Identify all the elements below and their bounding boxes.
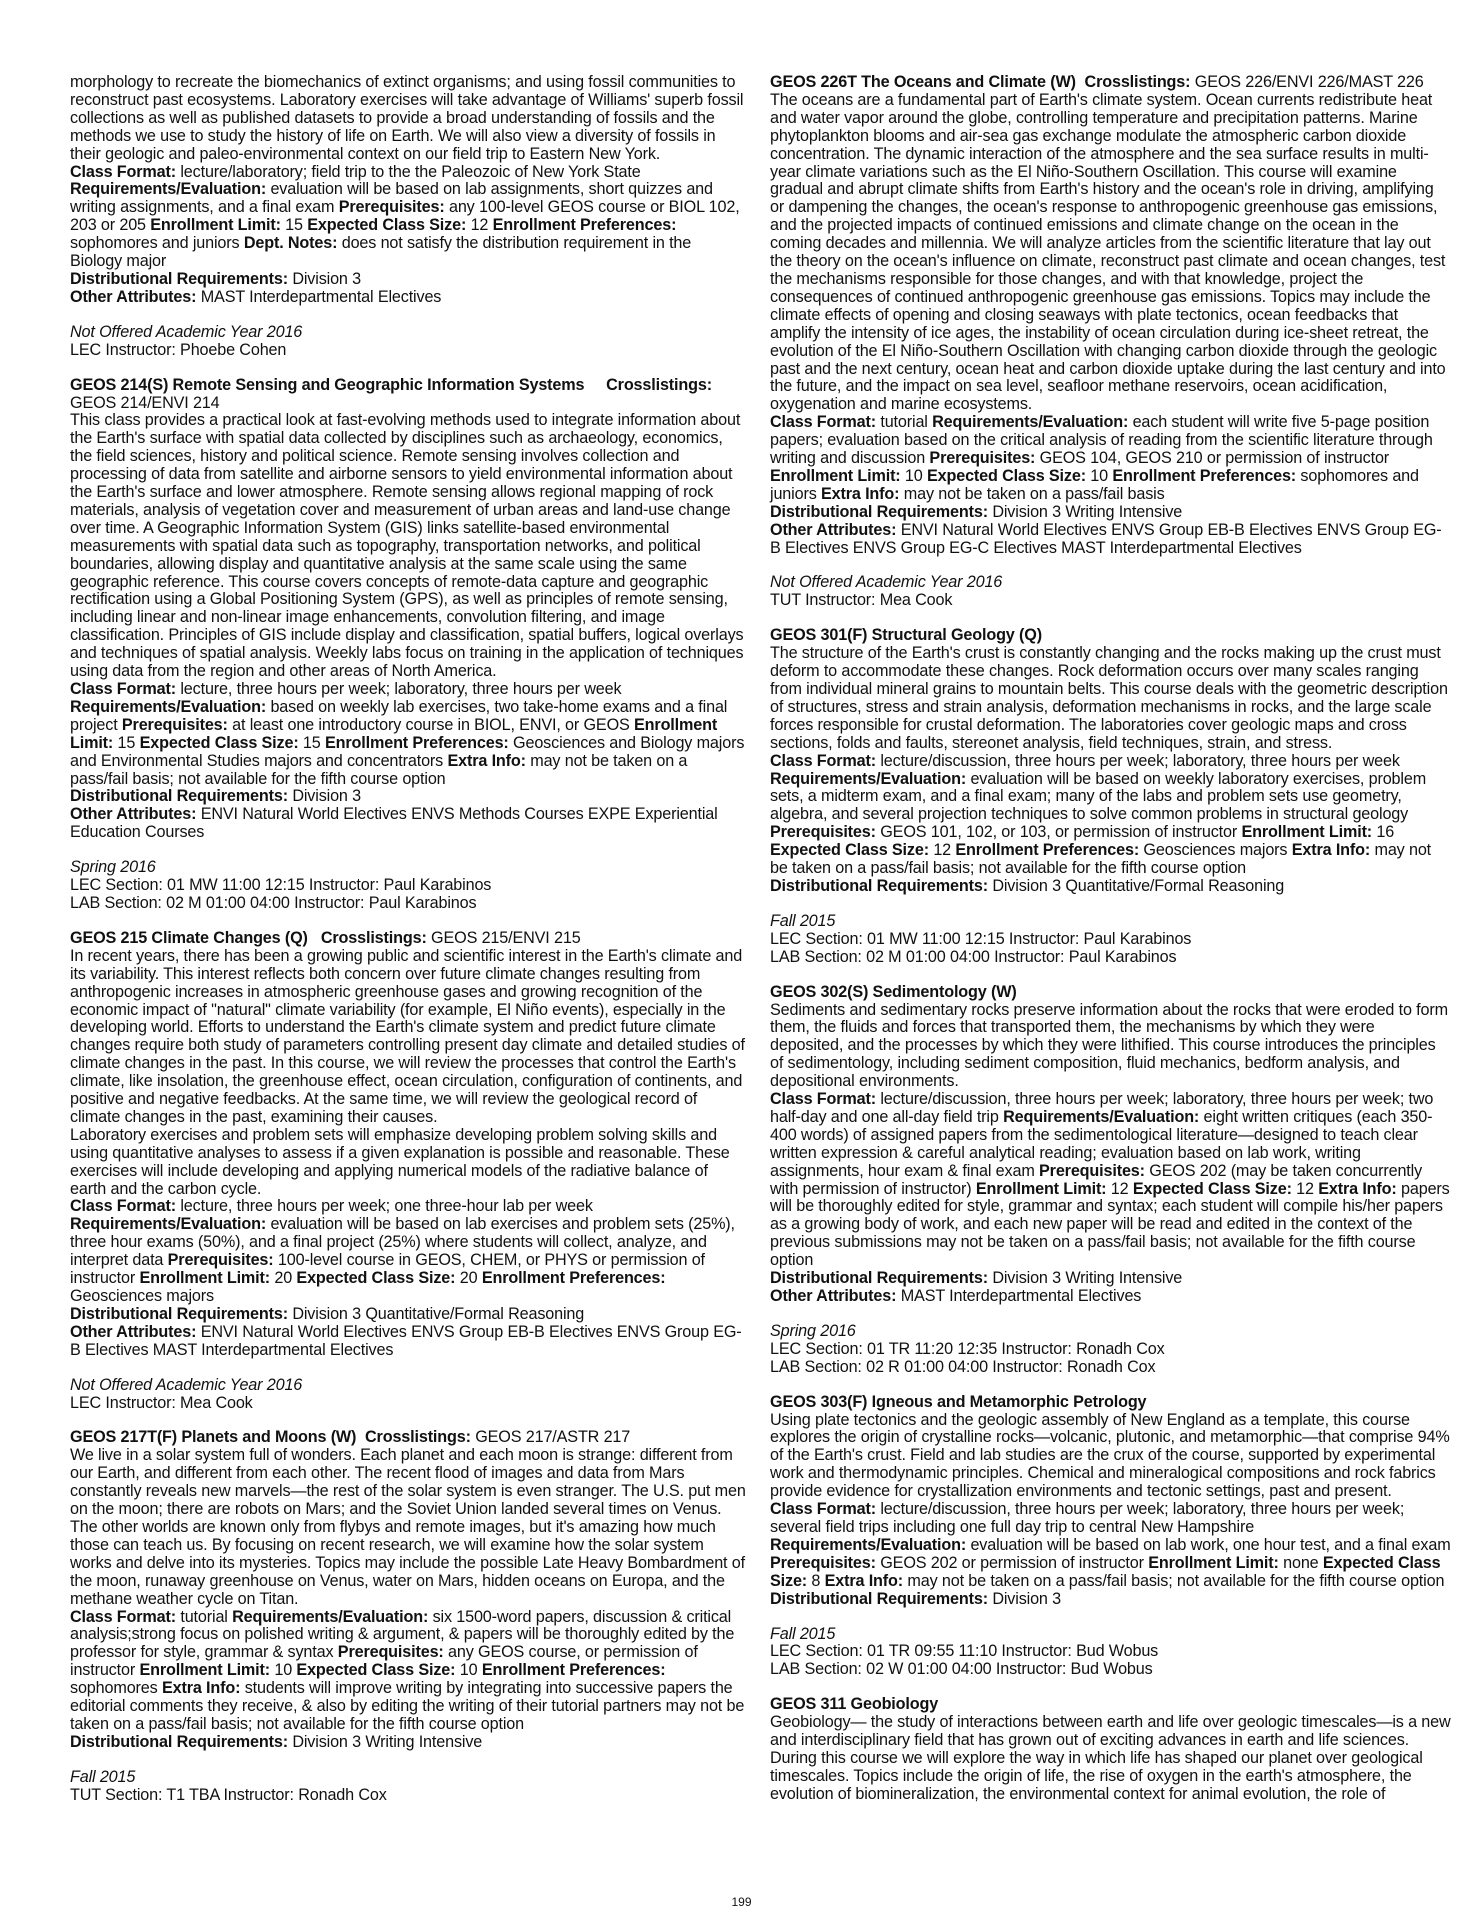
enroll-pref-value: Geosciences and Biology majors and Environmental Studies majors and concentrators xyxy=(70,733,745,770)
dist-req-line xyxy=(770,1270,1452,1288)
prereq-value: GEOS 104, GEOS 210 or permission of instructor xyxy=(1039,449,1390,468)
other-attr-value: ENVI Natural World Electives ENVS Group EB-B Electives ENVS Group EG-B Electives MAST Interdepartmental Electives xyxy=(70,1322,742,1359)
course-geos-302 xyxy=(770,984,1452,1377)
label-enroll-limit: Enrollment Limit: xyxy=(1241,823,1373,842)
section-block xyxy=(770,1626,1452,1680)
section-block xyxy=(70,1377,746,1413)
label-dist-req: Distributional Requirements: xyxy=(770,876,988,895)
other-attr-line xyxy=(70,289,746,307)
label-expected-size: Expected Class Size: xyxy=(307,216,467,235)
req-eval-value: evaluation will be based on weekly laboratory exercises, problem sets, a midterm exam, and a final exam; many of the labs and problem sets use geometry, algebra, and several projection techniques to solve common problems in structural geology xyxy=(770,769,1427,824)
label-enroll-limit: Enrollment Limit: xyxy=(770,466,901,485)
req-eval-value: based on weekly lab exercises, two take-home exams and a final project xyxy=(70,697,728,734)
dist-req-value: Division 3 Writing Intensive xyxy=(292,1732,483,1751)
extra-info-value: may not be taken on a pass/fail basis; not available for the fifth course option xyxy=(907,1571,1445,1590)
section-block xyxy=(70,324,746,360)
dist-req-value: Division 3 xyxy=(992,1589,1061,1608)
crosslist-value: GEOS 215/ENVI 215 xyxy=(431,928,581,947)
course-heading xyxy=(770,1696,1452,1714)
course-details xyxy=(70,164,746,271)
prereq-value: at least one introductory course in BIOL, ENVI, or GEOS xyxy=(232,715,630,734)
expected-size-value: 12 xyxy=(1296,1179,1314,1198)
label-other-attr: Other Attributes: xyxy=(70,805,197,824)
section-line: LEC Instructor: Mea Cook xyxy=(70,1393,253,1412)
term: Spring 2016 xyxy=(70,858,156,877)
dist-req-line xyxy=(770,878,1452,896)
term: Not Offered Academic Year 2016 xyxy=(70,322,303,341)
course-heading xyxy=(70,930,746,948)
class-format-value: lecture/laboratory; field trip to the the Paleozoic of New York State xyxy=(180,162,641,181)
enroll-limit-value: 12 xyxy=(1110,1179,1129,1198)
dist-req-value: Division 3 Quantitative/Formal Reasoning xyxy=(992,876,1285,895)
label-extra-info: Extra Info: xyxy=(1318,1179,1397,1198)
crosslist-value: GEOS 217/ASTR 217 xyxy=(475,1428,631,1447)
section-line: LEC Section: 01 TR 11:20 12:35 Instructor: Ronadh Cox xyxy=(770,1339,1165,1358)
label-prereq: Prerequisites: xyxy=(338,198,445,217)
label-prereq: Prerequisites: xyxy=(121,715,228,734)
other-attr-line xyxy=(70,806,746,842)
section-block xyxy=(70,1769,746,1805)
dept-notes-value: does not satisfy the distribution requirement in the Biology major xyxy=(70,234,692,271)
dist-req-line xyxy=(70,788,746,806)
class-format-value: lecture, three hours per week; one three-hour lab per week xyxy=(180,1197,593,1216)
course-description: In recent years, there has been a growing public and scientific interest in the Earth's climate and its variability. This interest reflects both concern over future climate changes resulting from anthropogenic increases in atmospheric greenhouse gases and growing recognition of the economic impact of "natural" climate variability (for example, El Niño events), especially in the developing world. Efforts to understand the Earth's climate system and predict future climate changes require both study of parameters controlling present day climate and detailed studies of climate changes in the past. In this course, we will review the processes that control the Earth's climate, like insolation, the greenhouse effect, ocean circulation, configuration of continents, and positive and negative feedbacks. At the same time, we will review the geological record of climate changes in the past, examining their causes. xyxy=(70,946,745,1126)
expected-size-value: 10 xyxy=(459,1661,478,1680)
req-eval-value: six 1500-word papers, discussion & critical analysis;strong focus on polished writing & argument, & papers will be thoroughly edited by the professor for style, grammar & syntax xyxy=(70,1607,735,1662)
extra-info-value: students will improve writing by integrating into successive papers the editorial comments they receive, & also by editing the writing of their tutorial partners may not be taken on a pass/fail basis; not available for the fifth course option xyxy=(70,1679,745,1733)
label-other-attr: Other Attributes: xyxy=(70,1322,197,1341)
enroll-pref-value: Geosciences majors xyxy=(1143,841,1288,860)
label-prereq: Prerequisites: xyxy=(167,1251,274,1270)
extra-info-value: papers will be thoroughly edited for style, grammar and syntax; each student will compile his/her papers as a growing body of work, and each new paper will be read and edited in the context of the previous submissions may not be taken on a pass/fail basis; not available for the fifth course option xyxy=(770,1179,1450,1270)
enroll-limit-value: 10 xyxy=(904,466,923,485)
label-prereq: Prerequisites: xyxy=(770,823,876,842)
label-expected-size: Expected Class Size: xyxy=(139,733,299,752)
course-title: GEOS 217T(F) Planets and Moons (W) xyxy=(70,1428,357,1447)
course-heading xyxy=(70,1429,746,1447)
section-block xyxy=(770,913,1452,967)
label-dept-notes: Dept. Notes: xyxy=(243,234,338,253)
course-details xyxy=(70,1609,746,1734)
section-line: LAB Section: 02 W 01:00 04:00 Instructor: Bud Wobus xyxy=(770,1660,1153,1679)
right-column xyxy=(770,74,1452,1821)
section-block xyxy=(770,1323,1452,1377)
left-column xyxy=(70,74,746,1822)
class-format-value: tutorial xyxy=(880,413,928,432)
label-enroll-limit: Enrollment Limit: xyxy=(139,1661,270,1680)
dist-req-line xyxy=(70,1306,746,1324)
course-description: We live in a solar system full of wonders. Each planet and each moon is strange: different from our Earth, and different from each other. The recent flood of images and data from Mars constantly reveals new marvels—the rest of the solar system is even stranger. The U.S. put men on the moon; there are robots on Mars; and the Soviet Union landed several times on Venus. The other worlds are known only from flybys and remote images, but it's amazing how much those can teach us. By focusing on recent research, we will examine how the solar system works and delve into its mysteries. Topics may include the possible Late Heavy Bombardment of the moon, runaway greenhouse on Venus, water on Mars, hidden oceans on Europa, and the methane weather cycle on Titan. xyxy=(70,1446,746,1608)
course-description: morphology to recreate the biomechanics of extinct organisms; and using fossil communities to reconstruct past ecosystems. Laboratory exercises will take advantage of Williams' superb fossil collections as well as published datasets to provide a broad understanding of fossils and the methods we use to study the history of life on Earth. We will also view a diversity of fossils in their geologic and paleo-environmental context on our field trip to Eastern New York. xyxy=(70,73,744,163)
course-details xyxy=(770,753,1452,878)
other-attr-line xyxy=(770,1288,1452,1306)
other-attr-value: MAST Interdepartmental Electives xyxy=(200,287,442,306)
label-req-eval: Requirements/Evaluation: xyxy=(1003,1107,1200,1126)
label-enroll-pref: Enrollment Preferences: xyxy=(481,1661,666,1680)
label-extra-info: Extra Info: xyxy=(824,1571,904,1590)
course-title: GEOS 214(S) Remote Sensing and Geographic Information Systems xyxy=(70,375,585,394)
section-line: LAB Section: 02 R 01:00 04:00 Instructor: Ronadh Cox xyxy=(770,1357,1156,1376)
course-description: Using plate tectonics and the geologic assembly of New England as a template, this course explores the origin of crystalline rocks—volcanic, plutonic, and metamorphic—that comprise 94% of the Earth's crust. Field and lab studies are the crux of the course, supported by experimental work and thermodynamic principles. Chemical and mineralogical compositions and rock fabrics provide evidence for crystallization environments and tectonic settings, past and present. xyxy=(770,1410,1450,1501)
expected-size-value: 12 xyxy=(933,841,952,860)
label-enroll-pref: Enrollment Preferences: xyxy=(955,841,1140,860)
label-enroll-limit: Enrollment Limit: xyxy=(70,715,718,752)
label-req-eval: Requirements/Evaluation: xyxy=(70,180,267,199)
section-line: LEC Section: 01 MW 11:00 12:15 Instructor: Paul Karabinos xyxy=(770,929,1192,948)
course-geos-217 xyxy=(70,1429,746,1804)
prereq-value: 100-level course in GEOS, CHEM, or PHYS or permission of instructor xyxy=(70,1251,705,1288)
section-line: TUT Instructor: Mea Cook xyxy=(770,591,953,610)
label-extra-info: Extra Info: xyxy=(1291,841,1371,860)
label-enroll-pref: Enrollment Preferences: xyxy=(1112,466,1297,485)
enroll-limit-value: 10 xyxy=(274,1661,293,1680)
label-extra-info: Extra Info: xyxy=(821,484,900,503)
course-description: The oceans are a fundamental part of Earth's climate system. Ocean currents redistribute heat and water vapor around the globe, controlling temperature and precipitation patterns. Marine phytoplankton blooms and air-sea gas exchange modulate the atmospheric carbon dioxide concentration. The dynamic interaction of the atmosphere and the sea surface results in multi-year climate variations such as the El Niño-Southern Oscillation. This course will examine gradual and abrupt climate shifts from Earth's history and the ocean's role in driving, amplifying or dampening the changes, the ocean's response to anthropogenic greenhouse gas emissions, and the projected impacts of continued emissions and climate change on the ocean in the coming decades and millennia. We will analyze articles from the scientific literature that lay out the theory on the ocean's influence on climate, reconstruct past climate and ocean changes, test the mechanisms responsible for those changes, and with that knowledge, project the consequences of continued anthropogenic greenhouse gas emissions. Topics may include the climate effects of opening and closing seaways with plate tectonics, ocean feedbacks that amplify the intensity of ice ages, the instability of ocean circulation during ice-sheet retreat, the evolution of the El Niño-Southern Oscillation with changing carbon dioxide through the geologic past and the next century, ocean heat and carbon dioxide uptake during the last century and into the future, and the impact on sea level, seafloor methane reservoirs, ocean acidification, oxygenation and marine ecosystems. xyxy=(770,90,1446,414)
extra-info-value: may not be taken on a pass/fail basis xyxy=(903,484,1165,503)
label-enroll-limit: Enrollment Limit: xyxy=(975,1179,1107,1198)
enroll-pref-value: sophomores xyxy=(70,1679,158,1698)
label-dist-req: Distributional Requirements: xyxy=(70,1304,288,1323)
label-class-format: Class Format: xyxy=(770,413,876,432)
course-details xyxy=(770,1501,1452,1591)
course-title: GEOS 303(F) Igneous and Metamorphic Petrology xyxy=(770,1392,1147,1411)
section-block xyxy=(770,574,1452,610)
term: Not Offered Academic Year 2016 xyxy=(770,573,1003,592)
label-dist-req: Distributional Requirements: xyxy=(770,1269,988,1288)
class-format-value: lecture/discussion, three hours per week; laboratory, three hours per week; several field trips including one full day trip to central New Hampshire xyxy=(770,1500,1405,1536)
other-attr-value: MAST Interdepartmental Electives xyxy=(900,1287,1142,1305)
req-eval-value: evaluation will be based on lab assignments, short quizzes and writing assignments, and a final exam xyxy=(70,180,713,217)
label-prereq: Prerequisites: xyxy=(770,1553,876,1572)
course-geos-311 xyxy=(770,1696,1452,1803)
term: Spring 2016 xyxy=(770,1321,856,1340)
dist-req-value: Division 3 xyxy=(292,269,361,288)
other-attr-line xyxy=(70,1324,746,1360)
label-prereq: Prerequisites: xyxy=(337,1643,444,1662)
label-dist-req: Distributional Requirements: xyxy=(70,269,288,288)
course-description: Geobiology— the study of interactions between earth and life over geologic timescales—is a new and interdisciplinary field that has grown out of exciting advances in earth and life sciences. During this course we will explore the way in which life has shaped our planet over geological timescales. Topics include the origin of life, the rise of oxygen in the earth's atmosphere, the evolution of biomineralization, the environmental context for animal evolution, the role of xyxy=(770,1713,1451,1803)
label-class-format: Class Format: xyxy=(70,680,176,698)
label-class-format: Class Format: xyxy=(70,1607,176,1626)
label-class-format: Class Format: xyxy=(770,751,876,770)
course-heading xyxy=(770,1394,1452,1412)
course-description-2: Laboratory exercises and problem sets will emphasize developing problem solving skills and using quantitative analyses to assess if a given explanation is possible and reasonable. These exercises will include developing and applying numerical models of the radiative balance of earth and the carbon cycle. xyxy=(70,1125,730,1198)
req-eval-value: evaluation will be based on lab exercises and problem sets (25%), three hour exams (50%), and a final project (25%) where students will collect, analyze, and interpret data xyxy=(70,1215,735,1270)
label-extra-info: Extra Info: xyxy=(161,1679,241,1698)
crosslist-value: GEOS 214/ENVI 214 xyxy=(70,393,220,412)
enroll-limit-value: 15 xyxy=(117,733,136,752)
label-req-eval: Requirements/Evaluation: xyxy=(232,1607,429,1626)
label-enroll-pref: Enrollment Preferences: xyxy=(481,1269,666,1288)
label-other-attr: Other Attributes: xyxy=(770,520,897,539)
req-eval-value: evaluation will be based on lab work, one hour test, and a final exam xyxy=(970,1535,1451,1554)
class-format-value: lecture/discussion, three hours per week; laboratory, three hours per week; two half-day and one all-day field trip xyxy=(770,1090,1434,1126)
enroll-limit-value: 16 xyxy=(1376,823,1395,842)
course-title: GEOS 311 Geobiology xyxy=(770,1695,939,1714)
dist-req-line xyxy=(70,271,746,289)
course-geos-215 xyxy=(70,930,746,1413)
section-line: TUT Section: T1 TBA Instructor: Ronadh Cox xyxy=(70,1785,387,1804)
label-enroll-limit: Enrollment Limit: xyxy=(139,1269,270,1288)
section-line: LAB Section: 02 M 01:00 04:00 Instructor: Paul Karabinos xyxy=(770,947,1177,966)
label-dist-req: Distributional Requirements: xyxy=(770,1589,988,1608)
label-enroll-limit: Enrollment Limit: xyxy=(150,216,281,235)
prereq-value: GEOS 101, 102, or 103, or permission of instructor xyxy=(880,823,1238,842)
course-title: GEOS 215 Climate Changes (Q) xyxy=(70,928,308,947)
expected-size-value: 20 xyxy=(459,1269,478,1288)
label-dist-req: Distributional Requirements: xyxy=(70,787,288,806)
label-expected-size: Expected Class Size: xyxy=(770,1553,1441,1590)
course-title: GEOS 302(S) Sedimentology (W) xyxy=(770,982,1017,1001)
term: Not Offered Academic Year 2016 xyxy=(70,1375,303,1394)
class-format-value: tutorial xyxy=(180,1607,228,1626)
course-details xyxy=(70,681,746,788)
label-class-format: Class Format: xyxy=(770,1500,876,1519)
course-heading xyxy=(770,74,1452,92)
label-enroll-pref: Enrollment Preferences: xyxy=(325,733,509,752)
label-expected-size: Expected Class Size: xyxy=(926,466,1086,485)
enroll-limit-value: none xyxy=(1283,1553,1319,1572)
course-heading xyxy=(70,377,746,413)
expected-size-value: 8 xyxy=(811,1571,821,1590)
label-crosslist: Crosslistings: xyxy=(365,1428,471,1447)
label-expected-size: Expected Class Size: xyxy=(770,841,929,860)
req-eval-value: eight written critiques (each 350-400 words) of assigned papers from the sedimentological literature—designed to teach clear written expression & careful analytical reading; evaluation based on lab work, writing assignments, hour exam & final exam xyxy=(770,1107,1433,1180)
course-geos-214 xyxy=(70,377,746,913)
label-req-eval: Requirements/Evaluation: xyxy=(70,1215,267,1234)
expected-size-value: 10 xyxy=(1090,466,1109,485)
other-attr-value: ENVI Natural World Electives ENVS Group EB-B Electives ENVS Group EG-B Electives ENVS Group EG-C Electives MAST Interdepartmental Electives xyxy=(770,520,1442,557)
label-class-format: Class Format: xyxy=(770,1090,876,1109)
label-req-eval: Requirements/Evaluation: xyxy=(770,1535,967,1554)
dist-req-line xyxy=(70,1734,746,1752)
label-enroll-limit: Enrollment Limit: xyxy=(1148,1553,1279,1572)
section-line: LEC Instructor: Phoebe Cohen xyxy=(70,340,287,359)
course-details xyxy=(770,414,1452,504)
prereq-value: any 100-level GEOS course or BIOL 102, 203 or 205 xyxy=(70,198,740,235)
term: Fall 2015 xyxy=(770,1624,836,1643)
label-dist-req: Distributional Requirements: xyxy=(70,1732,288,1751)
crosslist-value: GEOS 226/ENVI 226/MAST 226 xyxy=(1194,73,1424,91)
label-crosslist: Crosslistings: xyxy=(320,928,427,947)
dist-req-line xyxy=(770,504,1452,522)
course-details xyxy=(770,1091,1452,1270)
other-attr-value: ENVI Natural World Electives ENVS Methods Courses EXPE Experiential Education Courses xyxy=(70,805,718,842)
section-line: LEC Section: 01 MW 11:00 12:15 Instructor: Paul Karabinos xyxy=(70,876,492,895)
label-prereq: Prerequisites: xyxy=(1039,1161,1145,1180)
expected-size-value: 12 xyxy=(470,216,489,235)
course-geos-303 xyxy=(770,1394,1452,1680)
prereq-value: GEOS 202 or permission of instructor xyxy=(880,1553,1144,1572)
label-req-eval: Requirements/Evaluation: xyxy=(770,769,967,788)
dist-req-value: Division 3 Writing Intensive xyxy=(992,1269,1183,1288)
enroll-limit-value: 20 xyxy=(274,1269,293,1288)
class-format-value: lecture/discussion, three hours per week; laboratory, three hours per week xyxy=(880,751,1400,770)
dist-req-line xyxy=(770,1591,1452,1609)
section-line: LEC Section: 01 TR 09:55 11:10 Instructor: Bud Wobus xyxy=(770,1642,1159,1661)
dist-req-value: Division 3 Writing Intensive xyxy=(992,502,1183,521)
page-number: 199 xyxy=(731,1895,752,1909)
expected-size-value: 15 xyxy=(302,733,321,752)
label-dist-req: Distributional Requirements: xyxy=(770,502,988,521)
section-line: LAB Section: 02 M 01:00 04:00 Instructor: Paul Karabinos xyxy=(70,893,477,912)
course-description: Sediments and sedimentary rocks preserve information about the rocks that were eroded to form them, the fluids and forces that transported them, the mechanisms by which they were deposited, and the processes by which they were lithified. This course introduces the principles of sedimentology, including sediment composition, fluid mechanics, bedform analysis, and depositional environments. xyxy=(770,1000,1448,1091)
req-eval-value: each student will write five 5-page position papers; evaluation based on the critical analysis of reading from the scientific literature through writing and discussion xyxy=(770,413,1433,468)
label-other-attr: Other Attributes: xyxy=(70,287,197,306)
prereq-value: any GEOS course, or permission of instructor xyxy=(70,1643,698,1680)
section-block xyxy=(70,859,746,913)
label-expected-size: Expected Class Size: xyxy=(1132,1179,1292,1198)
label-class-format: Class Format: xyxy=(70,1197,176,1216)
enroll-limit-value: 15 xyxy=(285,216,303,235)
label-crosslist: Crosslistings: xyxy=(606,375,712,394)
term: Fall 2015 xyxy=(770,911,836,930)
course-description: This class provides a practical look at fast-evolving methods used to integrate information about the Earth's surface with spatial data collected by disciplines such as archaeology, economics, the field sciences, history and political science. Remote sensing involves collection and processing of data from satellite and airborne sensors to yield environmental information about the Earth's surface and lower atmosphere. Remote sensing allows regional mapping of rock materials, analysis of vegetation cover and measurement of urban areas and land-use change over time. A Geographic Information System (GIS) links satellite-based environmental measurements with spatial data such as topography, transportation networks, and political boundaries, allowing display and quantitative analysis at the same scale using the same geographic reference. This course covers concepts of remote-data capture and geographic rectification using a Global Positioning System (GPS), as well as principles of remote sensing, including linear and non-linear image enhancements, convolution filtering, and image classification. Principles of GIS include display and classification, spatial buffers, logical overlays and techniques of spatial analysis. Weekly labs focus on training in the application of techniques using data from the region and other areas of North America. xyxy=(70,411,744,681)
label-req-eval: Requirements/Evaluation: xyxy=(932,413,1129,432)
course-details xyxy=(70,1198,746,1305)
label-expected-size: Expected Class Size: xyxy=(296,1269,456,1288)
label-req-eval: Requirements/Evaluation: xyxy=(70,697,267,716)
dist-req-value: Division 3 xyxy=(292,787,361,806)
label-prereq: Prerequisites: xyxy=(929,449,1036,468)
extra-info-value: may not be taken on a pass/fail basis; not available for the fifth course option xyxy=(770,841,1432,878)
prereq-value: GEOS 202 (may be taken concurrently with permission of instructor) xyxy=(770,1161,1423,1198)
term: Fall 2015 xyxy=(70,1767,136,1786)
label-class-format: Class Format: xyxy=(70,162,176,181)
course-title: GEOS 301(F) Structural Geology (Q) xyxy=(770,626,1042,645)
class-format-value: lecture, three hours per week; laboratory, three hours per week xyxy=(180,680,622,698)
label-other-attr: Other Attributes: xyxy=(770,1287,897,1305)
course-geos-226 xyxy=(770,74,1452,610)
enroll-pref-value: sophomores and juniors xyxy=(70,234,240,253)
label-extra-info: Extra Info: xyxy=(447,751,526,770)
course-continued xyxy=(70,74,746,360)
other-attr-line xyxy=(770,522,1452,558)
enroll-pref-value: sophomores and juniors xyxy=(770,466,1419,503)
course-heading xyxy=(770,984,1452,1002)
course-heading xyxy=(770,627,1452,645)
label-enroll-pref: Enrollment Preferences: xyxy=(492,216,677,235)
course-title: GEOS 226T The Oceans and Climate (W) xyxy=(770,73,1076,91)
dist-req-value: Division 3 Quantitative/Formal Reasoning xyxy=(292,1304,585,1323)
label-expected-size: Expected Class Size: xyxy=(296,1661,456,1680)
course-description: The structure of the Earth's crust is constantly changing and the rocks making up the crust must deform to accommodate these changes. Rock deformation occurs over many scales ranging from individual mineral grains to mountain belts. This course deals with the geometric description of structures, stress and strain analysis, deformation mechanisms in rocks, and the large scale forces responsible for crustal deformation. The laboratories cover geologic maps and cross sections, folds and faults, stereonet analysis, field techniques, strain, and stress. xyxy=(770,644,1448,752)
label-crosslist: Crosslistings: xyxy=(1084,73,1191,91)
enroll-pref-value: Geosciences majors xyxy=(70,1287,214,1305)
course-geos-301 xyxy=(770,627,1452,966)
extra-info-value: may not be taken on a pass/fail basis; not available for the fifth course option xyxy=(70,751,688,788)
